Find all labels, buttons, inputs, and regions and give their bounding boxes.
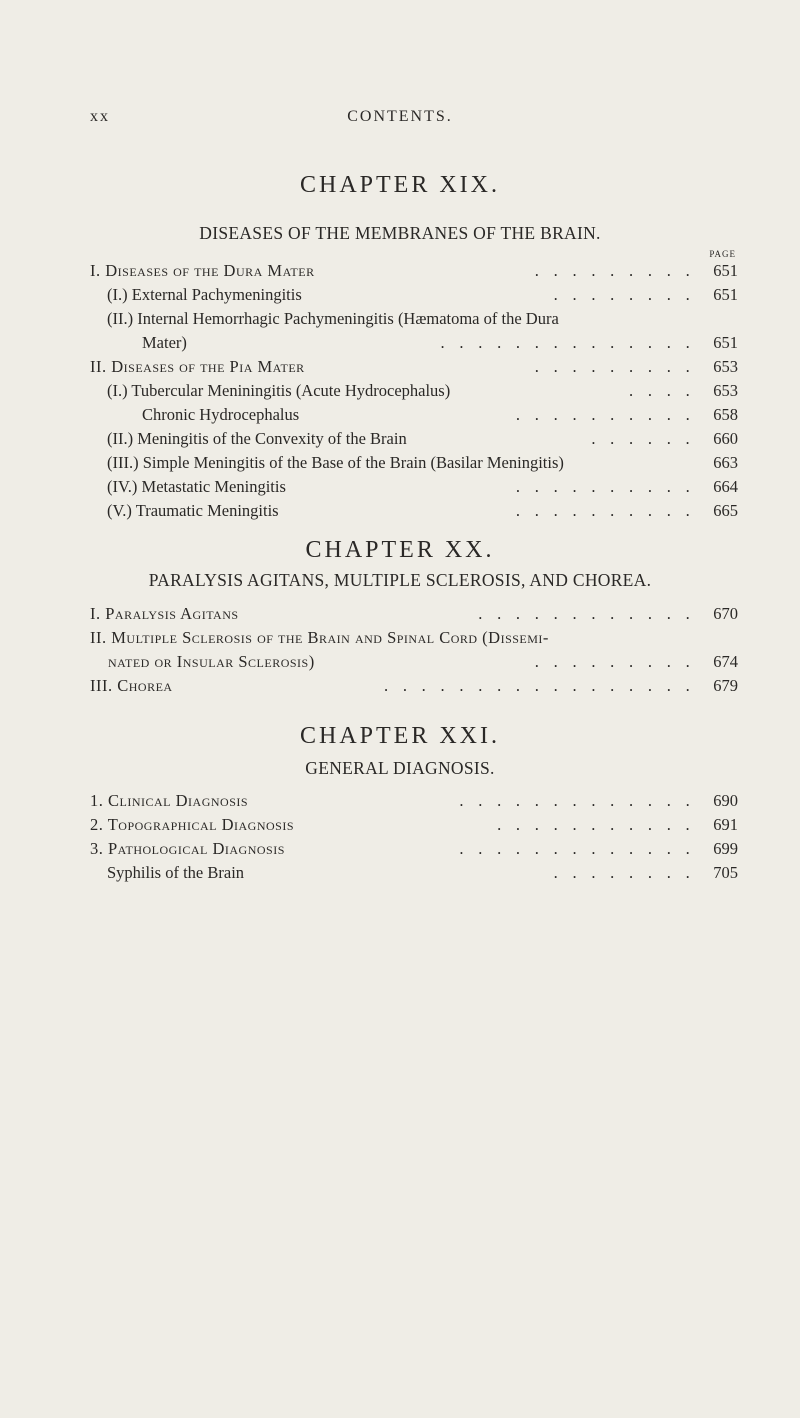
running-title: CONTENTS. — [347, 108, 453, 125]
entry-page: 653 — [713, 381, 738, 400]
entry-label: (V.) Traumatic Meningitis — [107, 501, 279, 520]
entry-page: 660 — [713, 429, 738, 448]
dot-leader: . . . . . . . . . . . . . . — [440, 333, 695, 352]
dot-leader: . . . . . . . . . — [534, 261, 695, 280]
dot-leader: . . . . . . . . . . — [515, 501, 695, 520]
dot-leader: . . . . . . . . . — [534, 357, 695, 376]
entry-page: 651 — [713, 285, 738, 304]
entry-label: II. Multiple Sclerosis of the Brain and Spinal Cord (Dissemi- — [90, 628, 549, 647]
toc-entry — [0, 815, 800, 837]
entry-label: Syphilis of the Brain — [107, 863, 245, 882]
toc-entry — [0, 261, 800, 283]
toc-entry — [0, 285, 800, 307]
toc-entry — [0, 309, 800, 331]
toc-entry — [0, 453, 800, 475]
chapter-subtitle: GENERAL DIAGNOSIS. — [305, 758, 495, 778]
entry-label: nated or Insular Sclerosis) — [108, 652, 315, 671]
toc-entry — [0, 652, 800, 674]
entry-label: 1. Clinical Diagnosis — [90, 791, 249, 810]
entry-page: 664 — [713, 477, 738, 496]
dot-leader: . . . . . . . . . . . . . — [459, 839, 695, 858]
entry-page: 679 — [713, 676, 738, 695]
dot-leader: . . . . . . . . — [553, 285, 695, 304]
entry-page: 699 — [713, 839, 738, 858]
entry-page: 663 — [713, 453, 738, 472]
toc-entry — [0, 604, 800, 626]
chapter-heading: CHAPTER XX. — [305, 537, 495, 563]
entry-label: (III.) Simple Meningitis of the Base of the Brain (Basilar Meningitis) — [107, 453, 564, 472]
dot-leader: . . . . . . . . . — [534, 652, 695, 671]
running-head — [0, 108, 800, 128]
dot-leader: . . . . — [629, 381, 695, 400]
toc-entry — [0, 333, 800, 355]
entry-label: Chronic Hydrocephalus — [142, 405, 300, 424]
entry-label: 2. Topographical Diagnosis — [90, 815, 295, 834]
entry-page: 670 — [713, 604, 738, 623]
chapter-heading: CHAPTER XXI. — [299, 723, 500, 749]
dot-leader: . . . . . . . . . . . . . . . . . — [383, 676, 695, 695]
page-column-label: PAGE — [709, 249, 736, 259]
toc-entry — [0, 791, 800, 813]
entry-label: (I.) External Pachymeningitis — [107, 285, 302, 304]
chapter-subtitle: DISEASES OF THE MEMBRANES OF THE BRAIN. — [199, 223, 601, 243]
entry-page: 705 — [713, 863, 738, 882]
entry-label: III. Chorea — [90, 676, 173, 695]
dot-leader: . . . . . . . . . . . . . — [459, 791, 695, 810]
chapter-subtitle: PARALYSIS AGITANS, MULTIPLE SCLEROSIS, AND CHOREA. — [148, 570, 652, 590]
entry-page: 665 — [713, 501, 738, 520]
toc-entry — [0, 501, 800, 523]
dot-leader: . . . . . . — [591, 429, 695, 448]
entry-label: I. Diseases of the Dura Mater — [90, 261, 315, 280]
toc-entry — [0, 676, 800, 698]
toc-entry — [0, 863, 800, 885]
toc-entry — [0, 357, 800, 379]
entry-page: 690 — [713, 791, 738, 810]
dot-leader: . . . . . . . . . . — [515, 477, 695, 496]
entry-label: (IV.) Metastatic Meningitis — [107, 477, 286, 496]
toc-entry — [0, 381, 800, 403]
toc-entry — [0, 429, 800, 451]
entry-label: (I.) Tubercular Meniningitis (Acute Hydrocephalus) — [107, 381, 451, 400]
toc-entry — [0, 839, 800, 861]
dot-leader: . . . . . . . . . . — [515, 405, 695, 424]
entry-page: 691 — [713, 815, 738, 834]
dot-leader: . . . . . . . . . . . . — [478, 604, 695, 623]
entry-page: 651 — [713, 261, 738, 280]
entry-label: (II.) Internal Hemorrhagic Pachymeningitis (Hæmatoma of the Dura — [107, 309, 559, 328]
chapter-heading: CHAPTER XIX. — [299, 172, 500, 198]
entry-page: 653 — [713, 357, 738, 376]
entry-label: II. Diseases of the Pia Mater — [90, 357, 305, 376]
page-number: xx — [90, 108, 110, 125]
entry-label: 3. Pathological Diagnosis — [90, 839, 285, 858]
toc-entry — [0, 628, 800, 650]
entry-label: Mater) — [142, 333, 187, 352]
entry-label: (II.) Meningitis of the Convexity of the Brain — [107, 429, 407, 448]
entry-page: 658 — [713, 405, 738, 424]
toc-entry — [0, 477, 800, 499]
dot-leader: . . . . . . . . . . . — [497, 815, 695, 834]
entry-page: 651 — [713, 333, 738, 352]
dot-leader: . . . . . . . . — [553, 863, 695, 882]
entry-label: I. Paralysis Agitans — [90, 604, 239, 623]
entry-page: 674 — [713, 652, 738, 671]
toc-entry — [0, 405, 800, 427]
